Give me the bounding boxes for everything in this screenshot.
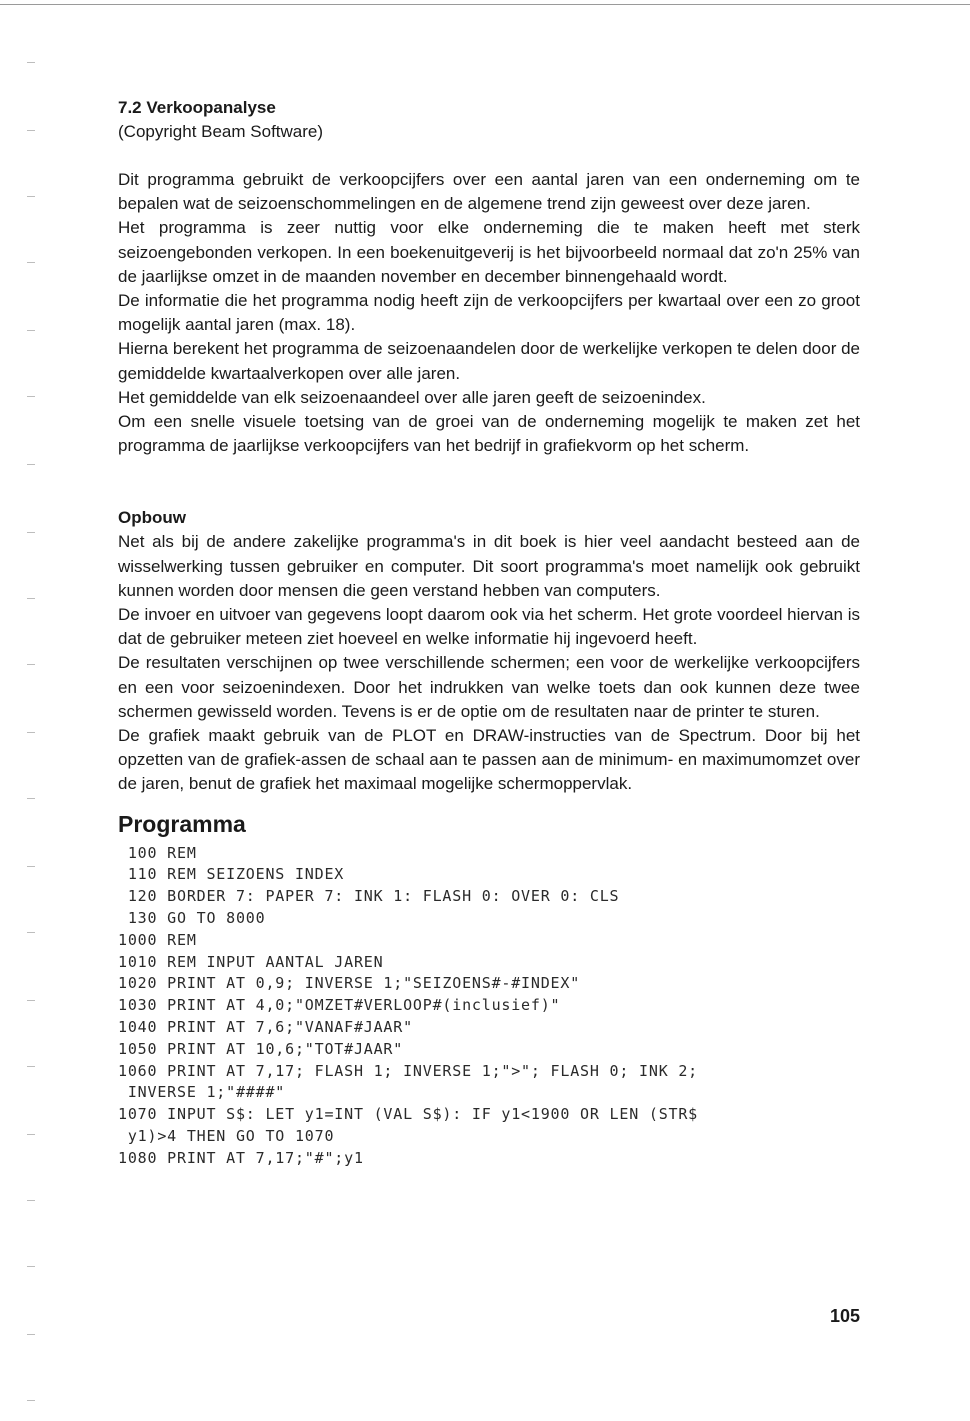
section-title: 7.2 Verkoopanalyse xyxy=(118,98,276,117)
code-line: INVERSE 1;"####" xyxy=(118,1083,286,1102)
code-line: 120 BORDER 7: PAPER 7: INK 1: FLASH 0: OVER 0: CLS xyxy=(118,887,620,906)
intro-paragraph: Het programma is zeer nuttig voor elke onderneming die te maken heeft met sterk seizoengebonden verkopen. In een boekenuitgeverij is het bijvoorbeeld normaal dat zo'n 25% van de jaarlijkse omzet in de maanden november en december binnengehaald wordt. xyxy=(118,218,860,286)
intro-paragraph: Dit programma gebruikt de verkoopcijfers over een aantal jaren van een onderneming om te bepalen wat de seizoenschommelingen en de algemene trend zijn geweest over deze jaren. xyxy=(118,170,860,214)
opbouw-paragraph: Net als bij de andere zakelijke programma's in dit boek is hier veel aandacht besteed aan de wisselwerking tussen gebruiker en computer. Dit soort programma's moet namelijk ook gebruikt kunnen worden door mensen die geen verstand hebben van computers. xyxy=(118,532,860,600)
code-line: 1060 PRINT AT 7,17; FLASH 1; INVERSE 1;">"; FLASH 0; INK 2; xyxy=(118,1061,699,1080)
code-line: 1040 PRINT AT 7,6;"VANAF#JAAR" xyxy=(118,1018,413,1037)
page-content xyxy=(118,96,860,1170)
opbouw-paragraph: De grafiek maakt gebruik van de PLOT en DRAW-instructies van de Spectrum. Door bij het opzetten van de grafiek-assen de schaal aan te passen aan de minimum- en maximumomzet over de jaren, benut de grafiek het maximaal mogelijke schermoppervlak. xyxy=(118,726,860,794)
binding-margin-ticks xyxy=(27,0,37,1421)
code-line: 1070 INPUT S$: LET y1=INT (VAL S$): IF y1<1900 OR LEN (STR$ xyxy=(118,1105,699,1124)
top-rule xyxy=(0,4,970,5)
intro-text xyxy=(118,168,860,458)
basic-listing xyxy=(118,843,860,1170)
code-line: 1000 REM xyxy=(118,930,197,949)
copyright-line: (Copyright Beam Software) xyxy=(118,122,324,141)
page-number: 105 xyxy=(829,1306,860,1326)
code-line: 1020 PRINT AT 0,9; INVERSE 1;"SEIZOENS#-#INDEX" xyxy=(118,974,581,993)
code-line: 1080 PRINT AT 7,17;"#";y1 xyxy=(118,1148,364,1167)
intro-paragraph: Hierna berekent het programma de seizoenaandelen door de werkelijke verkopen te delen door de gemiddelde kwartaalverkopen over alle jaren. xyxy=(118,339,860,383)
code-line: 100 REM xyxy=(118,843,197,862)
code-line: 130 GO TO 8000 xyxy=(118,909,266,928)
opbouw-paragraph: De invoer en uitvoer van gegevens loopt daarom ook via het scherm. Het grote voordeel hiervan is dat de gebruiker meteen ziet hoeveel en welke informatie hij ingevoerd heeft. xyxy=(118,605,860,649)
code-line: 110 REM SEIZOENS INDEX xyxy=(118,865,345,884)
intro-paragraph: Het gemiddelde van elk seizoenaandeel over alle jaren geeft de seizoenindex. xyxy=(118,387,706,407)
opbouw-heading: Opbouw xyxy=(118,508,186,528)
code-line: 1050 PRINT AT 10,6;"TOT#JAAR" xyxy=(118,1039,404,1058)
opbouw-text xyxy=(118,530,860,796)
code-line: 1010 REM INPUT AANTAL JAREN xyxy=(118,952,384,971)
intro-paragraph: Om een snelle visuele toetsing van de groei van de onderneming mogelijk te maken zet het programma de jaarlijkse verkoopcijfers van het bedrijf in grafiekvorm op het scherm. xyxy=(118,412,860,456)
programma-heading: Programma xyxy=(118,810,246,837)
code-line: 1030 PRINT AT 4,0;"OMZET#VERLOOP#(inclusief)" xyxy=(118,996,561,1015)
intro-paragraph: De informatie die het programma nodig heeft zijn de verkoopcijfers per kwartaal over een zo groot mogelijk aantal jaren (max. 18). xyxy=(118,291,860,335)
code-line: y1)>4 THEN GO TO 1070 xyxy=(118,1127,335,1146)
opbouw-paragraph: De resultaten verschijnen op twee verschillende schermen; een voor de werkelijke verkoopcijfers en een voor seizoenindexen. Door het indrukken van welke toets dan ook kunnen deze twee schermen gewisseld worden. Tevens is er de optie om de resultaten naar de printer te sturen. xyxy=(118,653,860,721)
